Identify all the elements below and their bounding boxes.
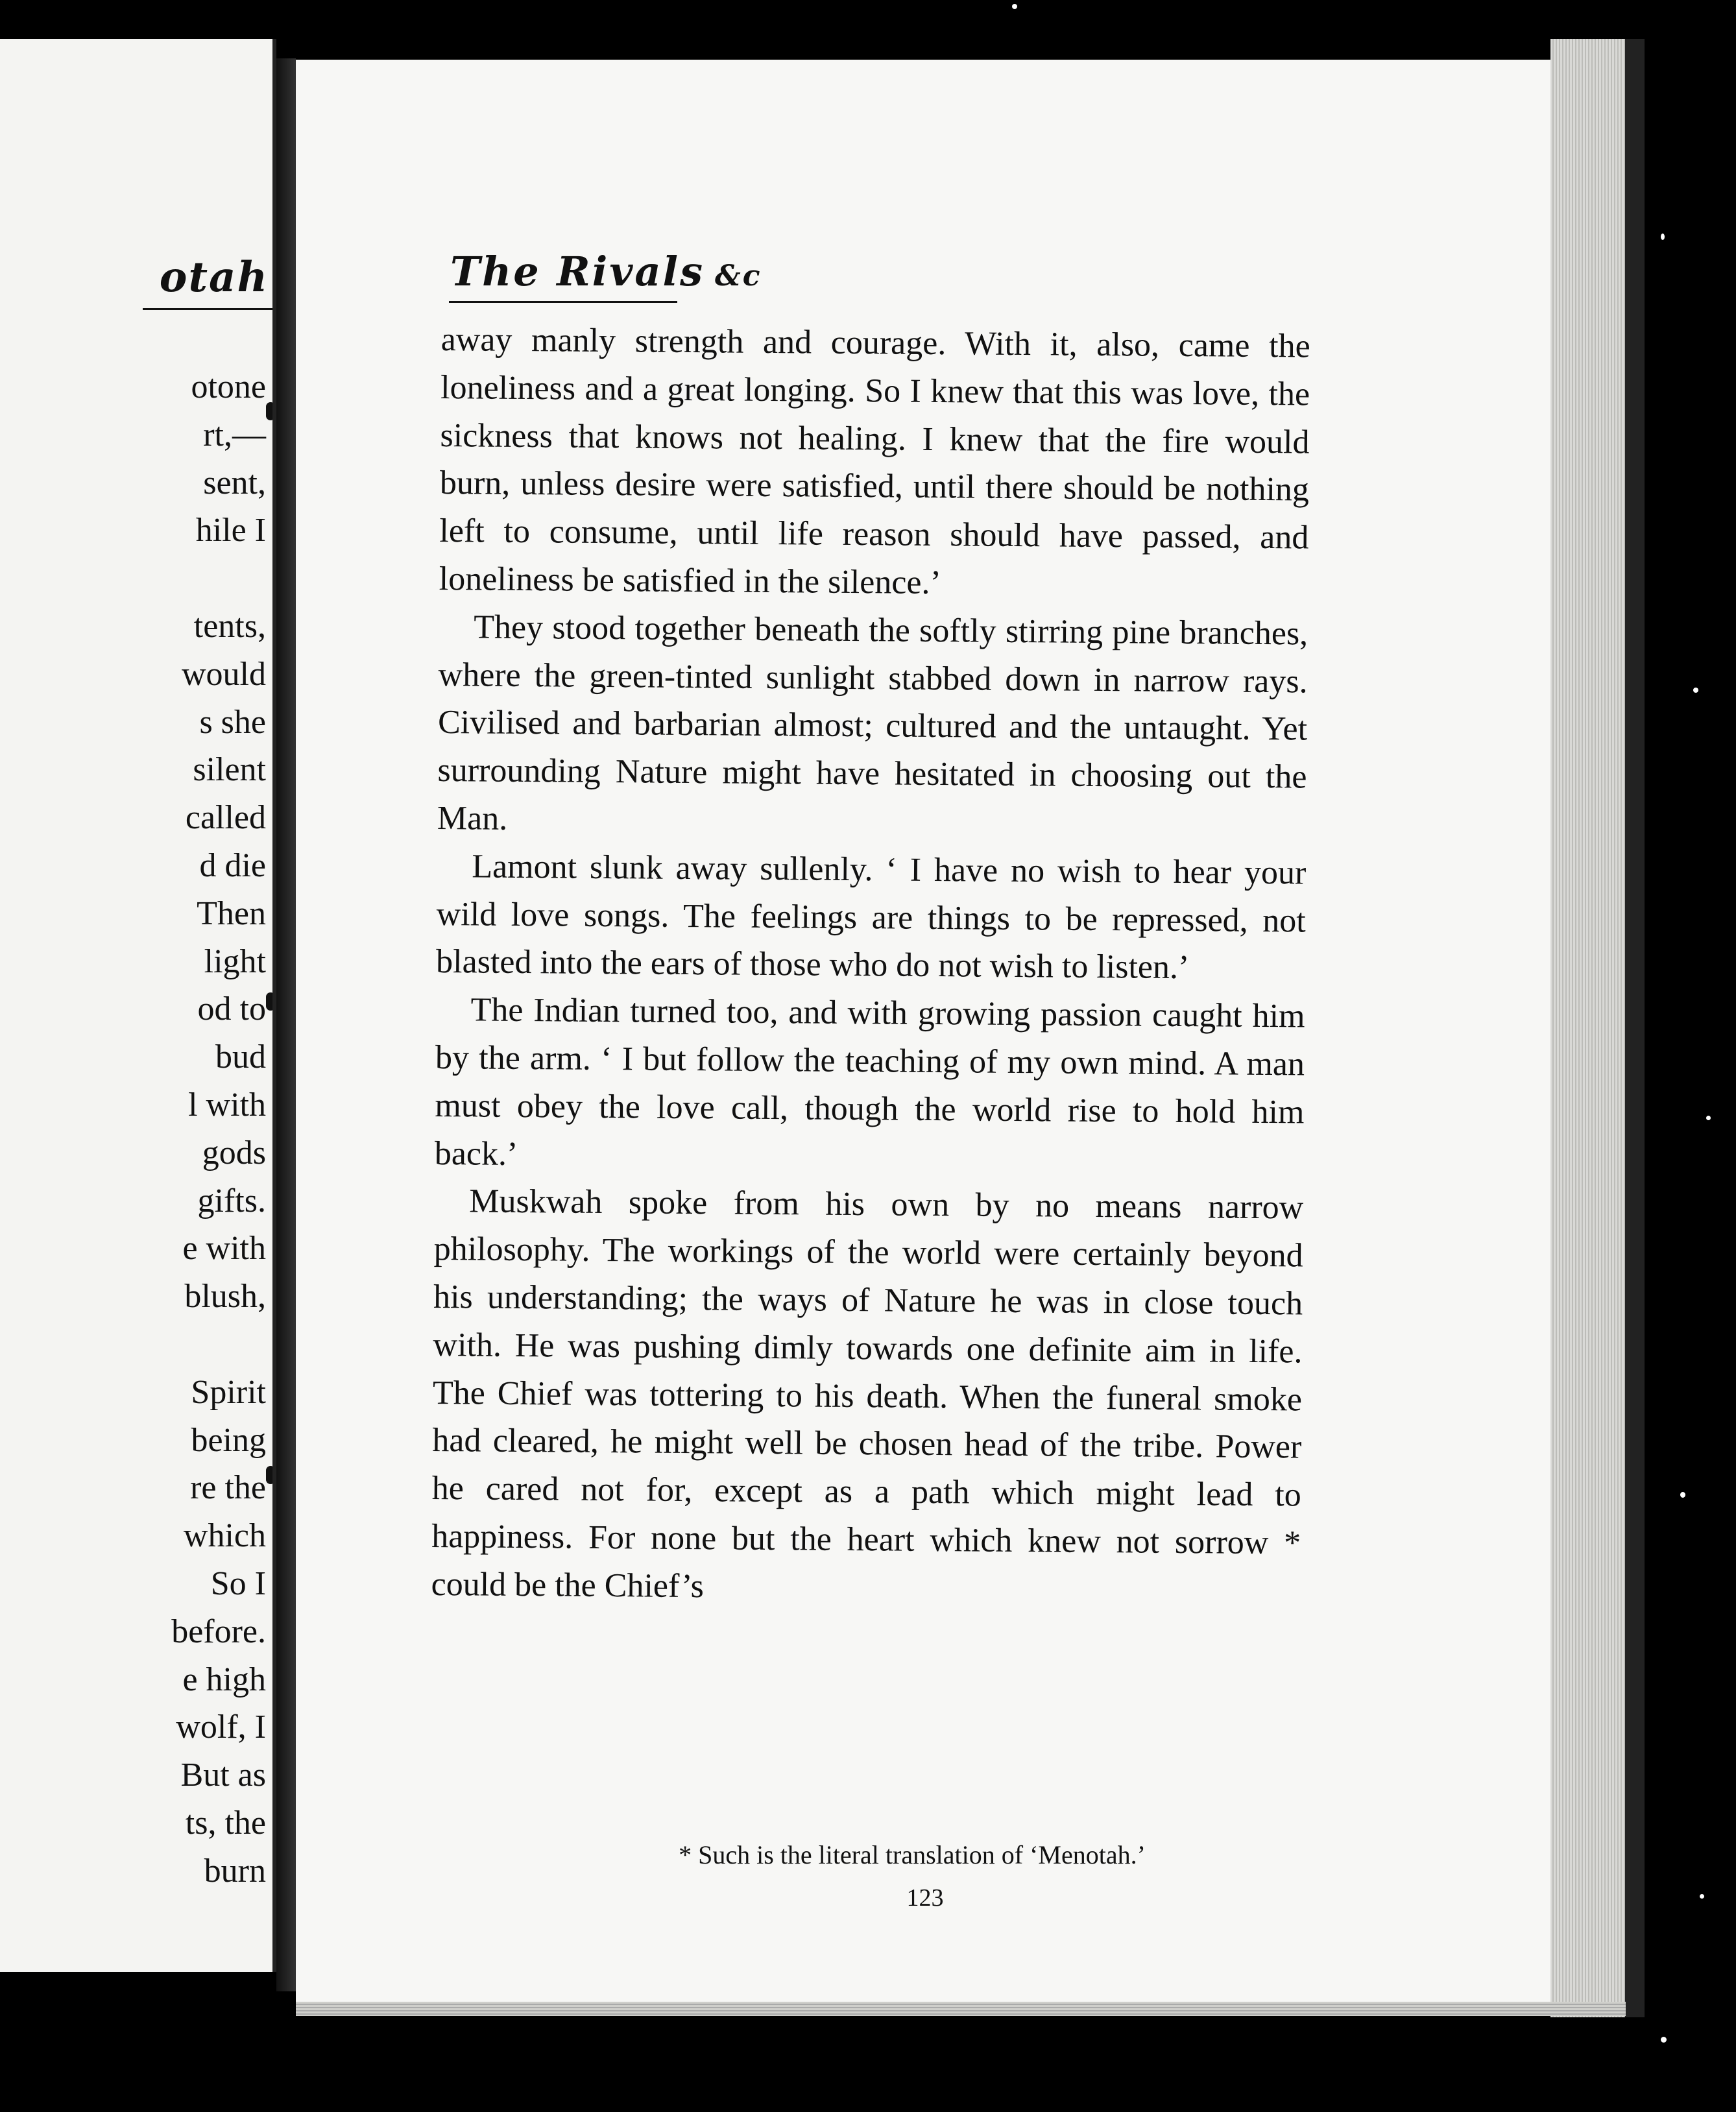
running-head-rule (449, 301, 677, 303)
running-head-title: The Rivals (450, 248, 705, 295)
left-page-line: s she (199, 703, 266, 741)
left-page-line: bud (215, 1038, 266, 1076)
left-page-line: sent, (203, 464, 266, 501)
right-page (296, 60, 1554, 2006)
page-edge-shadow (1625, 39, 1645, 2017)
left-page-line: gods (202, 1134, 266, 1171)
paragraph: Muskwah spoke from his own by no means narrow philosophy. The workings of the world were certainly beyond his understanding; the ways of Nature he was in close touch with. He was pushing dimly towards one definite aim in life. The Chief was tottering to his death. When the funeral smoke had cleared, he might well be chosen head of the tribe. Power he cared not for, except as a path which might lead to happiness. For none but the heart which knew not sorrow * could be the Chief’s (431, 1182, 1304, 1605)
left-running-head: otah (159, 253, 269, 302)
left-page-line: called (185, 799, 266, 837)
left-page-line: Then (197, 894, 266, 932)
running-head-ornament: &c (714, 259, 762, 293)
left-page-line: silent (193, 751, 266, 789)
left-page-line: e high (182, 1661, 266, 1698)
page-edges (1550, 39, 1628, 2017)
paragraph: The Indian turned too, and with growing passion caught him by the arm. ‘ I but follow the teaching of my own mind. A man must obey the love call, though the world rise to hold him back.’ (434, 991, 1305, 1173)
left-page-text (171, 363, 266, 1895)
paragraph: away manly strength and courage. With it, also, came the loneliness and a great longing. So I knew that this was love, the sickness that knows not healing. I knew that the fire would burn, unless desire were satisfied, until there should be nothing left to consume, until life reason should have passed, and loneliness be satisfied in the silence.’ (439, 320, 1310, 602)
left-page-line: l with (188, 1086, 266, 1123)
left-page-line: od to (197, 990, 266, 1028)
left-page-line: light (204, 942, 266, 980)
left-page-line: would (182, 655, 266, 693)
left-page-line: gifts. (197, 1182, 266, 1219)
left-page-line: re the (190, 1469, 266, 1507)
left-page-line: before. (171, 1613, 266, 1650)
left-page-line: which (183, 1517, 266, 1555)
paragraph: They stood together beneath the softly stirring pine branches, where the green-tinted sunlight stabbed down in narrow rays. Civilised and barbarian almost; cultured and the untaught. Yet surrounding Nature might have hesitated in choosing out the Man. (437, 608, 1308, 837)
left-page-line: being (191, 1421, 266, 1459)
left-page-line: ts, the (185, 1804, 266, 1842)
left-page-line (171, 555, 266, 603)
running-head (450, 248, 762, 295)
left-page-line: But as (180, 1757, 266, 1794)
left-page-line: e with (182, 1230, 266, 1267)
left-page-line: tents, (193, 607, 266, 645)
book-gutter (276, 58, 296, 1991)
body-text (431, 316, 1310, 1615)
left-page-line: burn (204, 1852, 266, 1890)
left-page-line: rt,— (203, 416, 266, 453)
left-page-line (171, 1321, 266, 1369)
footnote-text: * Such is the literal translation of ‘Menotah.’ (679, 1840, 1146, 1869)
left-page-line: d die (199, 846, 266, 884)
left-head-rule (143, 308, 272, 310)
left-facing-page (0, 39, 276, 1972)
left-page-line: Spirit (191, 1373, 266, 1411)
footnote (296, 1840, 1554, 1870)
page-number: 123 (906, 1884, 944, 1912)
left-page-line: blush, (184, 1278, 266, 1315)
left-page-line: otone (191, 368, 266, 405)
left-page-line: So I (210, 1565, 266, 1602)
left-page-line: wolf, I (176, 1709, 266, 1746)
bottom-page-edges (296, 2002, 1626, 2016)
left-page-line: hile I (195, 512, 266, 549)
paragraph: Lamont slunk away sullenly. ‘ I have no wish to hear your wild love songs. The feelings are things to be repressed, not blasted into the ears of those who do not wish to listen.’ (435, 848, 1307, 987)
